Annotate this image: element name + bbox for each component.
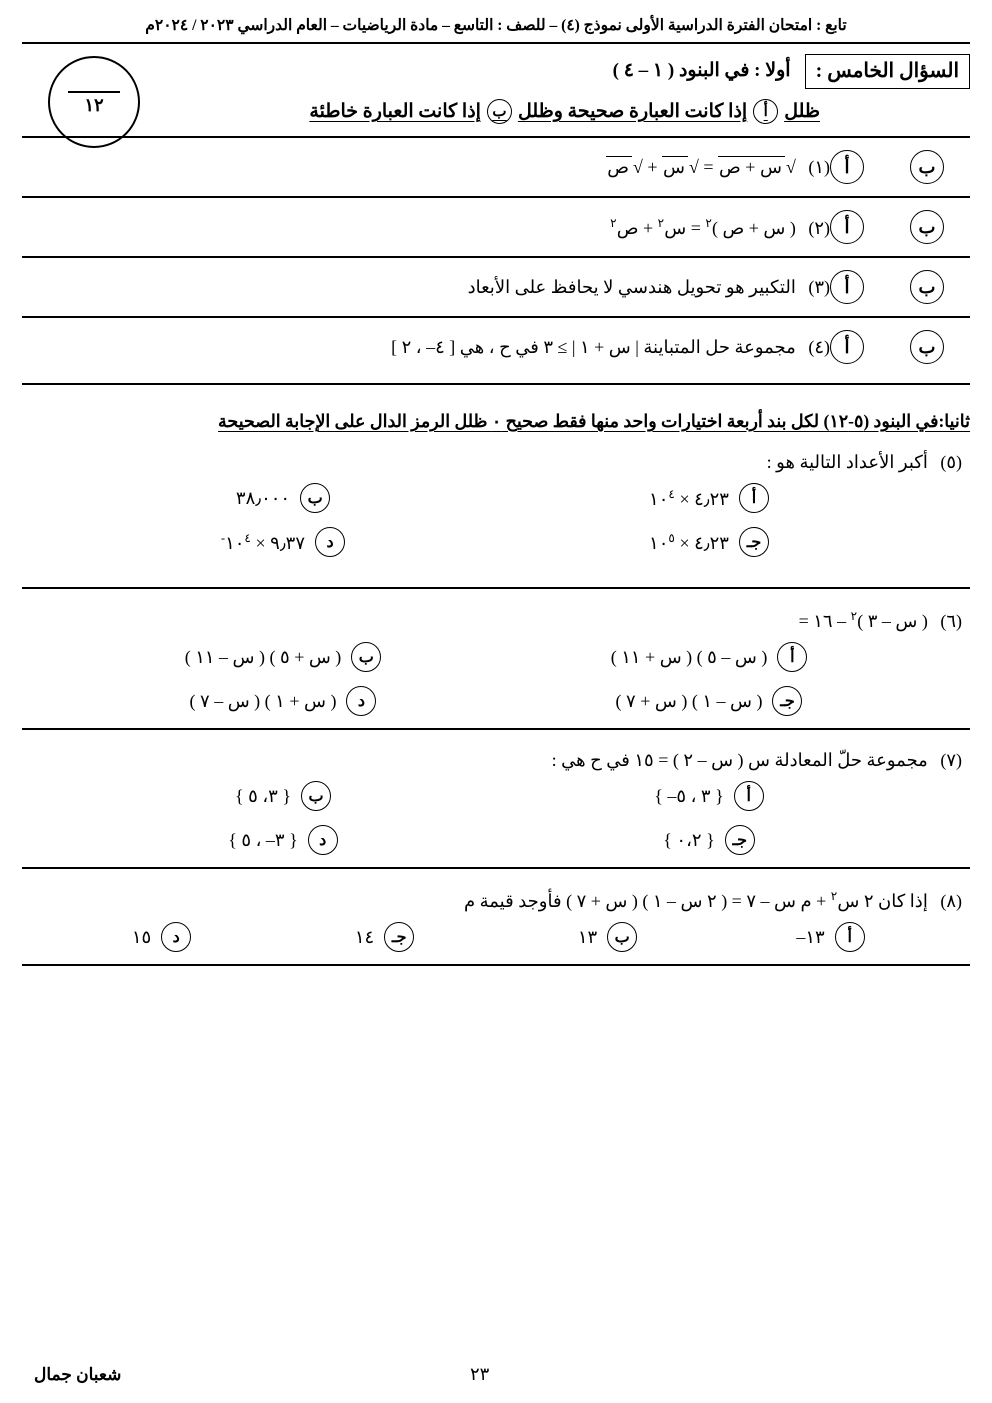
mcq-7-option-d-text: { ٣– ، ٥ } [228, 829, 298, 850]
mcq-8-option-c[interactable] [273, 922, 496, 952]
tf-item-3-text [28, 277, 830, 298]
tf-item-3-number: (٣) [808, 276, 830, 297]
tf-item-1-text [28, 156, 830, 178]
mcq-7-number: (٧) [940, 750, 962, 770]
mcq-divider-8 [22, 964, 970, 966]
mcq-8-option-c-text: ١٤ [354, 926, 375, 947]
page-header: تابع : امتحان الفترة الدراسية الأولى نموذج (٤) – للصف : التاسع – مادة الرياضيات – العام الدراسي ٢٠٢٣ / ٢٠٢٤م [145, 17, 847, 34]
header-divider [22, 42, 970, 44]
mcq-7-option-b-label: ب [301, 781, 331, 811]
tf-item-1-choice-a[interactable]: أ [830, 150, 864, 184]
mcq-6-option-c[interactable] [496, 686, 922, 716]
mcq-8-option-b-text: ١٣ [577, 926, 598, 947]
mcq-5-option-c-label: جـ [739, 527, 769, 557]
tf-item-2-text [28, 216, 830, 239]
instruction-verb: ظلل [784, 101, 820, 122]
footer-author: شعبان جمال [34, 1364, 122, 1384]
mcq-8-option-a[interactable] [719, 922, 942, 952]
mcq-5-option-b-label: ب [300, 483, 330, 513]
mcq-5-option-a-label: أ [739, 483, 769, 513]
mcq-7-option-d[interactable] [70, 825, 496, 855]
tf-bottom-divider [22, 383, 970, 385]
mcq-6-option-d-label: د [346, 686, 376, 716]
tf-item-3-choice-b[interactable]: ب [910, 270, 944, 304]
mcq-8-option-c-label: جـ [384, 922, 414, 952]
mcq-8-option-d[interactable] [50, 922, 273, 952]
tf-item-1 [22, 138, 970, 196]
mcq-6-option-b[interactable] [70, 642, 496, 672]
mcq-5-option-b[interactable] [70, 483, 496, 513]
tf-item-3-choice-a[interactable]: أ [830, 270, 864, 304]
mcq-5-option-d-label: د [315, 527, 345, 557]
mcq-5-options [70, 483, 922, 557]
mcq-5-number: (٥) [940, 452, 962, 472]
instruction-option-a: أ [753, 99, 778, 124]
mcq-8-option-d-text: ١٥ [131, 926, 152, 947]
tf-item-2-statement: ( س + ص )$^٢$ = س$^٢$ + ص$^٢$ [610, 215, 796, 238]
mcq-8-option-a-text: ١٣– [796, 926, 825, 947]
tf-item-1-choice-b[interactable]: ب [910, 150, 944, 184]
mcq-7-option-c[interactable] [496, 825, 922, 855]
tf-item-1-number: (١) [808, 157, 830, 177]
question5-title-row [22, 54, 970, 89]
tf-item-3-statement: التكبير هو تحويل هندسي لا يحافظ على الأبعاد [467, 276, 796, 297]
tf-item-2-choice-b[interactable]: ب [910, 210, 944, 244]
tf-item-2-choice-a[interactable]: أ [830, 210, 864, 244]
mcq-8-option-a-label: أ [835, 922, 865, 952]
tf-item-2 [22, 198, 970, 256]
tf-item-1-statement: √س + ص = √س + √ص [607, 157, 796, 177]
marks-circle [48, 56, 140, 148]
instruction-text-b: إذا كانت العبارة خاطئة [309, 101, 481, 122]
mcq-6-option-a-label: أ [777, 642, 807, 672]
instruction-option-b: ب [487, 99, 512, 124]
tf-item-4 [22, 318, 970, 376]
mcq-6-option-a-text: ( س – ٥ ) ( س + ١١ ) [610, 646, 768, 667]
mcq-question-5 [22, 452, 970, 557]
mcq-6-text: ( س – ٣ )$^٢$ – ١٦ = [798, 609, 928, 631]
question5-title: السؤال الخامس : [805, 54, 970, 89]
mcq-8-number: (٨) [940, 891, 962, 911]
mcq-divider-7 [22, 867, 970, 869]
instruction-text-a: إذا كانت العبارة صحيحة وظلل [517, 101, 748, 122]
mcq-6-option-d-text: ( س + ١ ) ( س – ٧ ) [189, 690, 337, 711]
page-footer [0, 1364, 992, 1385]
mcq-6-option-d[interactable] [70, 686, 496, 716]
mcq-8-options [50, 922, 942, 952]
mcq-5-option-c-text: ٤٫٢٣ × $١٠^٥$ [649, 530, 729, 553]
tf-item-4-choices [830, 330, 964, 364]
mcq-6-stem [30, 609, 962, 632]
question5-first-part: أولا : في البنود ( ١ – ٤ ) [612, 60, 791, 81]
mcq-6-option-c-text: ( س – ١ ) ( س + ٧ ) [615, 690, 763, 711]
mcq-7-option-a-label: أ [734, 781, 764, 811]
tf-item-4-statement: مجموعة حل المتباينة | س + ١ | ≥ ٣ في ح ، هي [ ٤– ، ٢ ] [391, 336, 796, 357]
mcq-8-text: إذا كان ٢ س$^٢$ + م س – ٧ = ( ٢ س – ١ ) ( س + ٧ ) فأوجد قيمة م [463, 889, 928, 911]
mcq-8-option-d-label: د [161, 922, 191, 952]
mcq-5-option-d-text: ٩٫٣٧ × $١٠^{٤-}$ [221, 530, 306, 553]
mcq-7-option-d-label: د [308, 825, 338, 855]
mcq-6-option-c-label: جـ [772, 686, 802, 716]
mcq-question-8 [22, 889, 970, 952]
tf-item-4-choice-a[interactable]: أ [830, 330, 864, 364]
mcq-7-option-c-text: { ٠،٢ } [663, 829, 715, 850]
tf-item-4-choice-b[interactable]: ب [910, 330, 944, 364]
mcq-8-option-b-label: ب [607, 922, 637, 952]
mcq-7-option-c-label: جـ [725, 825, 755, 855]
mcq-6-options [70, 642, 922, 716]
mcq-5-option-a[interactable] [496, 483, 922, 513]
tf-item-3 [22, 258, 970, 316]
tf-item-3-choices [830, 270, 964, 304]
mcq-7-option-b[interactable] [70, 781, 496, 811]
mcq-6-number: (٦) [940, 611, 962, 631]
mcq-5-stem [30, 452, 962, 473]
mcq-5-option-b-text: ٣٨٫٠٠٠ [235, 487, 291, 508]
mcq-6-option-b-label: ب [351, 642, 381, 672]
mcq-question-6 [22, 609, 970, 716]
tf-item-2-number: (٢) [808, 217, 830, 238]
mcq-7-option-a[interactable] [496, 781, 922, 811]
page-number: ٢٣ [470, 1364, 490, 1384]
mcq-6-option-a[interactable] [496, 642, 922, 672]
section2-heading: ثانيا:في البنود (٥-١٢) لكل بند أربعة اختيارات واحد منها فقط صحيح ٠ ظلل الرمز الدال على الإجابة الصحيحة [218, 411, 970, 431]
marks-value: ١٢ [84, 94, 104, 115]
mcq-7-text: مجموعة حلّ المعادلة س ( س – ٢ ) = ١٥ في ح هي : [551, 750, 928, 770]
mcq-7-option-b-text: { ٣، ٥ } [235, 785, 291, 806]
mcq-8-stem [30, 889, 962, 912]
mcq-6-option-b-text: ( س + ٥ ) ( س – ١١ ) [184, 646, 342, 667]
tf-item-4-text [28, 337, 830, 358]
mcq-7-stem [30, 750, 962, 771]
question5-instruction [22, 99, 970, 124]
mcq-divider-6 [22, 728, 970, 730]
mcq-5-text: أكبر الأعداد التالية هو : [766, 452, 928, 472]
mcq-divider-5 [22, 587, 970, 589]
tf-item-1-choices [830, 150, 964, 184]
mcq-5-option-c[interactable] [496, 527, 922, 557]
mcq-question-7 [22, 750, 970, 855]
mcq-7-option-a-text: { ٣ ، ٥– } [654, 785, 724, 806]
mcq-5-option-a-text: ٤٫٢٣ × $١٠^٤$ [649, 486, 729, 509]
tf-item-4-number: (٤) [808, 336, 830, 357]
mcq-5-option-d[interactable] [70, 527, 496, 557]
mcq-7-options [70, 781, 922, 855]
tf-item-2-choices [830, 210, 964, 244]
marks-circle-divider [68, 91, 120, 93]
mcq-8-option-b[interactable] [496, 922, 719, 952]
